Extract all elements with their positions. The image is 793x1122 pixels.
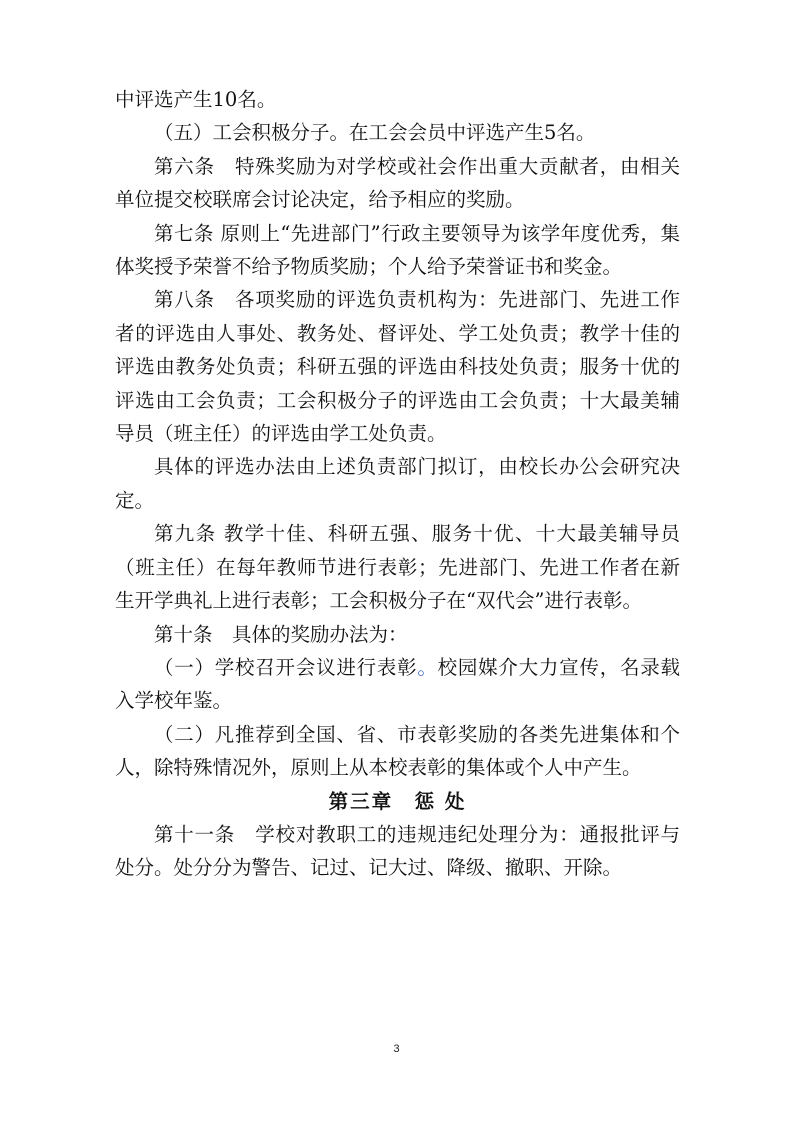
paragraph-continuation: 中评选产生10名。 [115,88,277,111]
paragraph-article-six: 第六条 特殊奖励为对学校或社会作出重大贡献者，由相关单位提交校联席会讨论决定，给予相应的奖励。 [115,154,680,212]
paragraph-article-seven: 第七条 原则上“先进部门”行政主要领导为该学年度优秀，集体奖授予荣誉不给予物质奖励；个人给予荣誉证书和奖金。 [115,221,680,279]
reward-item-one-text-a: （一）学校召开会议进行表彰 [154,655,418,679]
paragraph-item-five: （五）工会积极分子。在工会会员中评选产生5名。 [154,121,596,145]
paragraph-article-eight: 第八条 各项奖励的评选负责机构为：先进部门、先进工作者的评选由人事处、教务处、督评处、学工处负责；教学十佳的评选由教务处负责；科研五强的评选由科技处负责；服务十优的评选由工会负责；工会积极分子的评选由工会负责；十大最美辅导员（班主任）的评选由学工处负责。 [115,288,680,446]
paragraph-article-eleven: 第十一条 学校对教职工的违规违纪处理分为：通报批评与处分。处分分为警告、记过、记大过、降级、撤职、开除。 [115,822,680,880]
page-number: 3 [393,1043,400,1055]
chapter-title: 第三章 惩 处 [328,789,467,813]
paragraph-article-ten: 第十条 具体的奖励办法为： [154,622,408,646]
paragraph-article-nine: 第九条 教学十佳、科研五强、服务十优、十大最美辅导员（班主任）在每年教师节进行表彰；先进部门、先进工作者在新生开学典礼上进行表彰；工会积极分子在“双代会”进行表彰。 [115,522,680,613]
body-text [115,83,680,885]
reward-item-one-text-b: 校园媒介大力宣传，名录载入学校年鉴。 [115,655,680,713]
reward-item-one-period: 。 [417,655,438,679]
paragraph-evaluation-method: 具体的评选办法由上述负责部门拟订，由校长办公会研究决定。 [115,455,680,512]
paragraph-reward-item-two: （二）凡推荐到全国、省、市表彰奖励的各类先进集体和个人，除特殊情况外，原则上从本校表彰的集体或个人中产生。 [115,722,680,780]
paragraph-reward-item-one [115,651,680,718]
